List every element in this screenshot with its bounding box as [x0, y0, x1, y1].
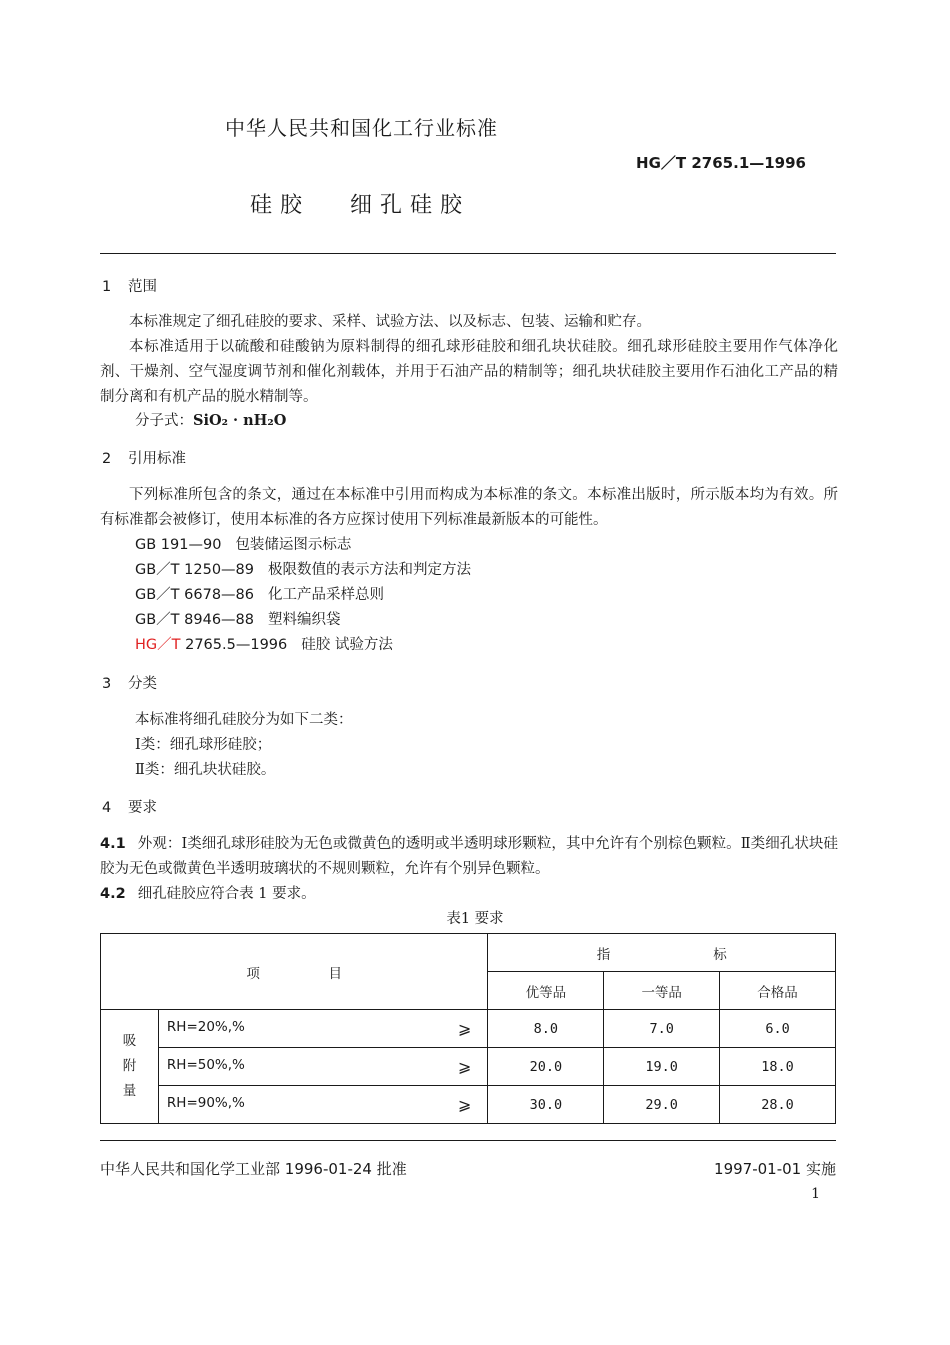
row-label — [158, 1086, 488, 1124]
grade-qualified: 合格品 — [720, 972, 836, 1010]
section-4-heading — [102, 796, 157, 817]
ge-symbol: ⩾ — [458, 1019, 472, 1038]
standard-code: HG／T 2765.1—1996 — [636, 154, 806, 172]
ref-code — [135, 633, 287, 654]
ref-item — [135, 608, 341, 629]
formula-value: SiO₂ · nH₂O — [193, 412, 287, 429]
section-2-para-1: 下列标准所包含的条文，通过在本标准中引用而构成为本标准的条文。本标准出版时，所示版本均为有效。所有标准都会被修订，使用本标准的各方应探讨使用下列标准最新版本的可能性。 — [100, 487, 838, 528]
ref-code: GB 191—90 — [135, 537, 222, 553]
org-title: 中华人民共和国化工行业标准 — [225, 116, 498, 140]
page-number: 1 — [811, 1186, 820, 1202]
standard-name-part2: 细孔硅胶 — [350, 193, 471, 218]
section-number: 3 — [102, 676, 112, 692]
clause-text: 外观：Ⅰ类细孔球形硅胶为无色或微黄色的透明或半透明球形颗粒，其中允许有个别棕色颗粒。Ⅱ类细孔状块硅胶为无色或微黄色半透明玻璃状的不规则颗粒，允许有个别异色颗粒。 — [100, 836, 838, 877]
ref-code: GB／T 6678—86 — [135, 587, 255, 603]
cell-value: 19.0 — [604, 1048, 720, 1086]
section-1-heading — [102, 275, 157, 296]
molecular-formula — [135, 409, 286, 430]
grade-first: 一等品 — [604, 972, 720, 1010]
group-char: 附 — [122, 1058, 137, 1074]
ref-item — [135, 533, 351, 554]
cell-value: 30.0 — [488, 1086, 604, 1124]
cell-value: 6.0 — [720, 1010, 836, 1048]
clause-number: 4.2 — [100, 886, 126, 902]
section-title: 范围 — [128, 279, 157, 295]
header-index: 指 标 — [488, 934, 836, 972]
ref-code-number: 2765.5—1996 — [180, 637, 288, 653]
row-label — [158, 1048, 488, 1086]
section-1-para-2: 本标准适用于以硫酸和硅酸钠为原料制得的细孔球形硅胶和细孔块状硅胶。细孔球形硅胶主要用作气体净化剂、干燥剂、空气湿度调节剂和催化剂载体，并用于石油产品的精制等；细孔块状硅胶主要用作石油化工产品的精制分离和有机产品的脱水精制等。 — [100, 339, 838, 405]
class-2: Ⅱ类：细孔块状硅胶。 — [135, 762, 276, 778]
section-number: 1 — [102, 279, 112, 295]
ref-item — [135, 633, 393, 654]
class-1: Ⅰ类：细孔球形硅胶； — [135, 737, 272, 753]
cell-value: 29.0 — [604, 1086, 720, 1124]
table-header-row — [101, 934, 836, 972]
formula-label: 分子式： — [135, 413, 193, 429]
cell-value: 18.0 — [720, 1048, 836, 1086]
ref-title: 化工产品采样总则 — [268, 587, 385, 603]
section-3-heading — [102, 672, 157, 693]
row-label — [158, 1010, 488, 1048]
ge-symbol: ⩾ — [458, 1095, 472, 1114]
table-row — [101, 1010, 836, 1048]
group-char: 吸 — [122, 1033, 137, 1049]
section-title: 分类 — [128, 676, 157, 692]
table-caption: 表1 要求 — [446, 911, 504, 927]
clause-number: 4.1 — [100, 836, 126, 852]
standard-name-part1: 硅胶 — [250, 193, 311, 218]
section-title: 要求 — [128, 800, 157, 816]
standard-name — [250, 188, 470, 219]
classification-intro: 本标准将细孔硅胶分为如下二类： — [135, 712, 353, 728]
cell-value: 28.0 — [720, 1086, 836, 1124]
table-row — [101, 1048, 836, 1086]
requirements-table — [100, 933, 836, 1124]
group-char: 量 — [122, 1083, 137, 1099]
adsorption-group-label — [101, 1010, 159, 1124]
ref-item — [135, 583, 384, 604]
row-label-text: RH=50%,% — [166, 1057, 245, 1073]
ref-code-prefix: HG／T — [135, 637, 181, 653]
section-1-para-1: 本标准规定了细孔硅胶的要求、采样、试验方法、以及标志、包装、运输和贮存。 — [129, 314, 651, 330]
header-rule — [100, 253, 836, 254]
approval-line: 中华人民共和国化学工业部 1996-01-24 批准 — [100, 1160, 407, 1178]
cell-value: 7.0 — [604, 1010, 720, 1048]
ref-code: GB／T 1250—89 — [135, 562, 255, 578]
row-label-text: RH=20%,% — [166, 1019, 245, 1035]
table-row — [101, 1086, 836, 1124]
ref-title: 包装储运图示标志 — [235, 537, 352, 553]
section-2-heading — [102, 447, 186, 468]
effective-date: 1997-01-01 实施 — [714, 1160, 836, 1178]
ref-title: 极限数值的表示方法和判定方法 — [268, 562, 472, 578]
header-item: 项 目 — [101, 934, 488, 1010]
grade-premium: 优等品 — [488, 972, 604, 1010]
ref-code: GB／T 8946—88 — [135, 612, 255, 628]
cell-value: 8.0 — [488, 1010, 604, 1048]
section-number: 4 — [102, 800, 112, 816]
ref-title: 塑料编织袋 — [268, 612, 341, 628]
row-label-text: RH=90%,% — [166, 1095, 245, 1111]
ref-title: 硅胶 试验方法 — [301, 637, 393, 653]
clause-text: 细孔硅胶应符合表 1 要求。 — [137, 886, 316, 902]
section-title: 引用标准 — [128, 451, 186, 467]
ref-item — [135, 558, 471, 579]
clause-4-2 — [100, 882, 316, 903]
clause-4-1 — [100, 832, 838, 882]
ge-symbol: ⩾ — [458, 1057, 472, 1076]
cell-value: 20.0 — [488, 1048, 604, 1086]
section-number: 2 — [102, 451, 112, 467]
footer-rule — [100, 1140, 836, 1141]
